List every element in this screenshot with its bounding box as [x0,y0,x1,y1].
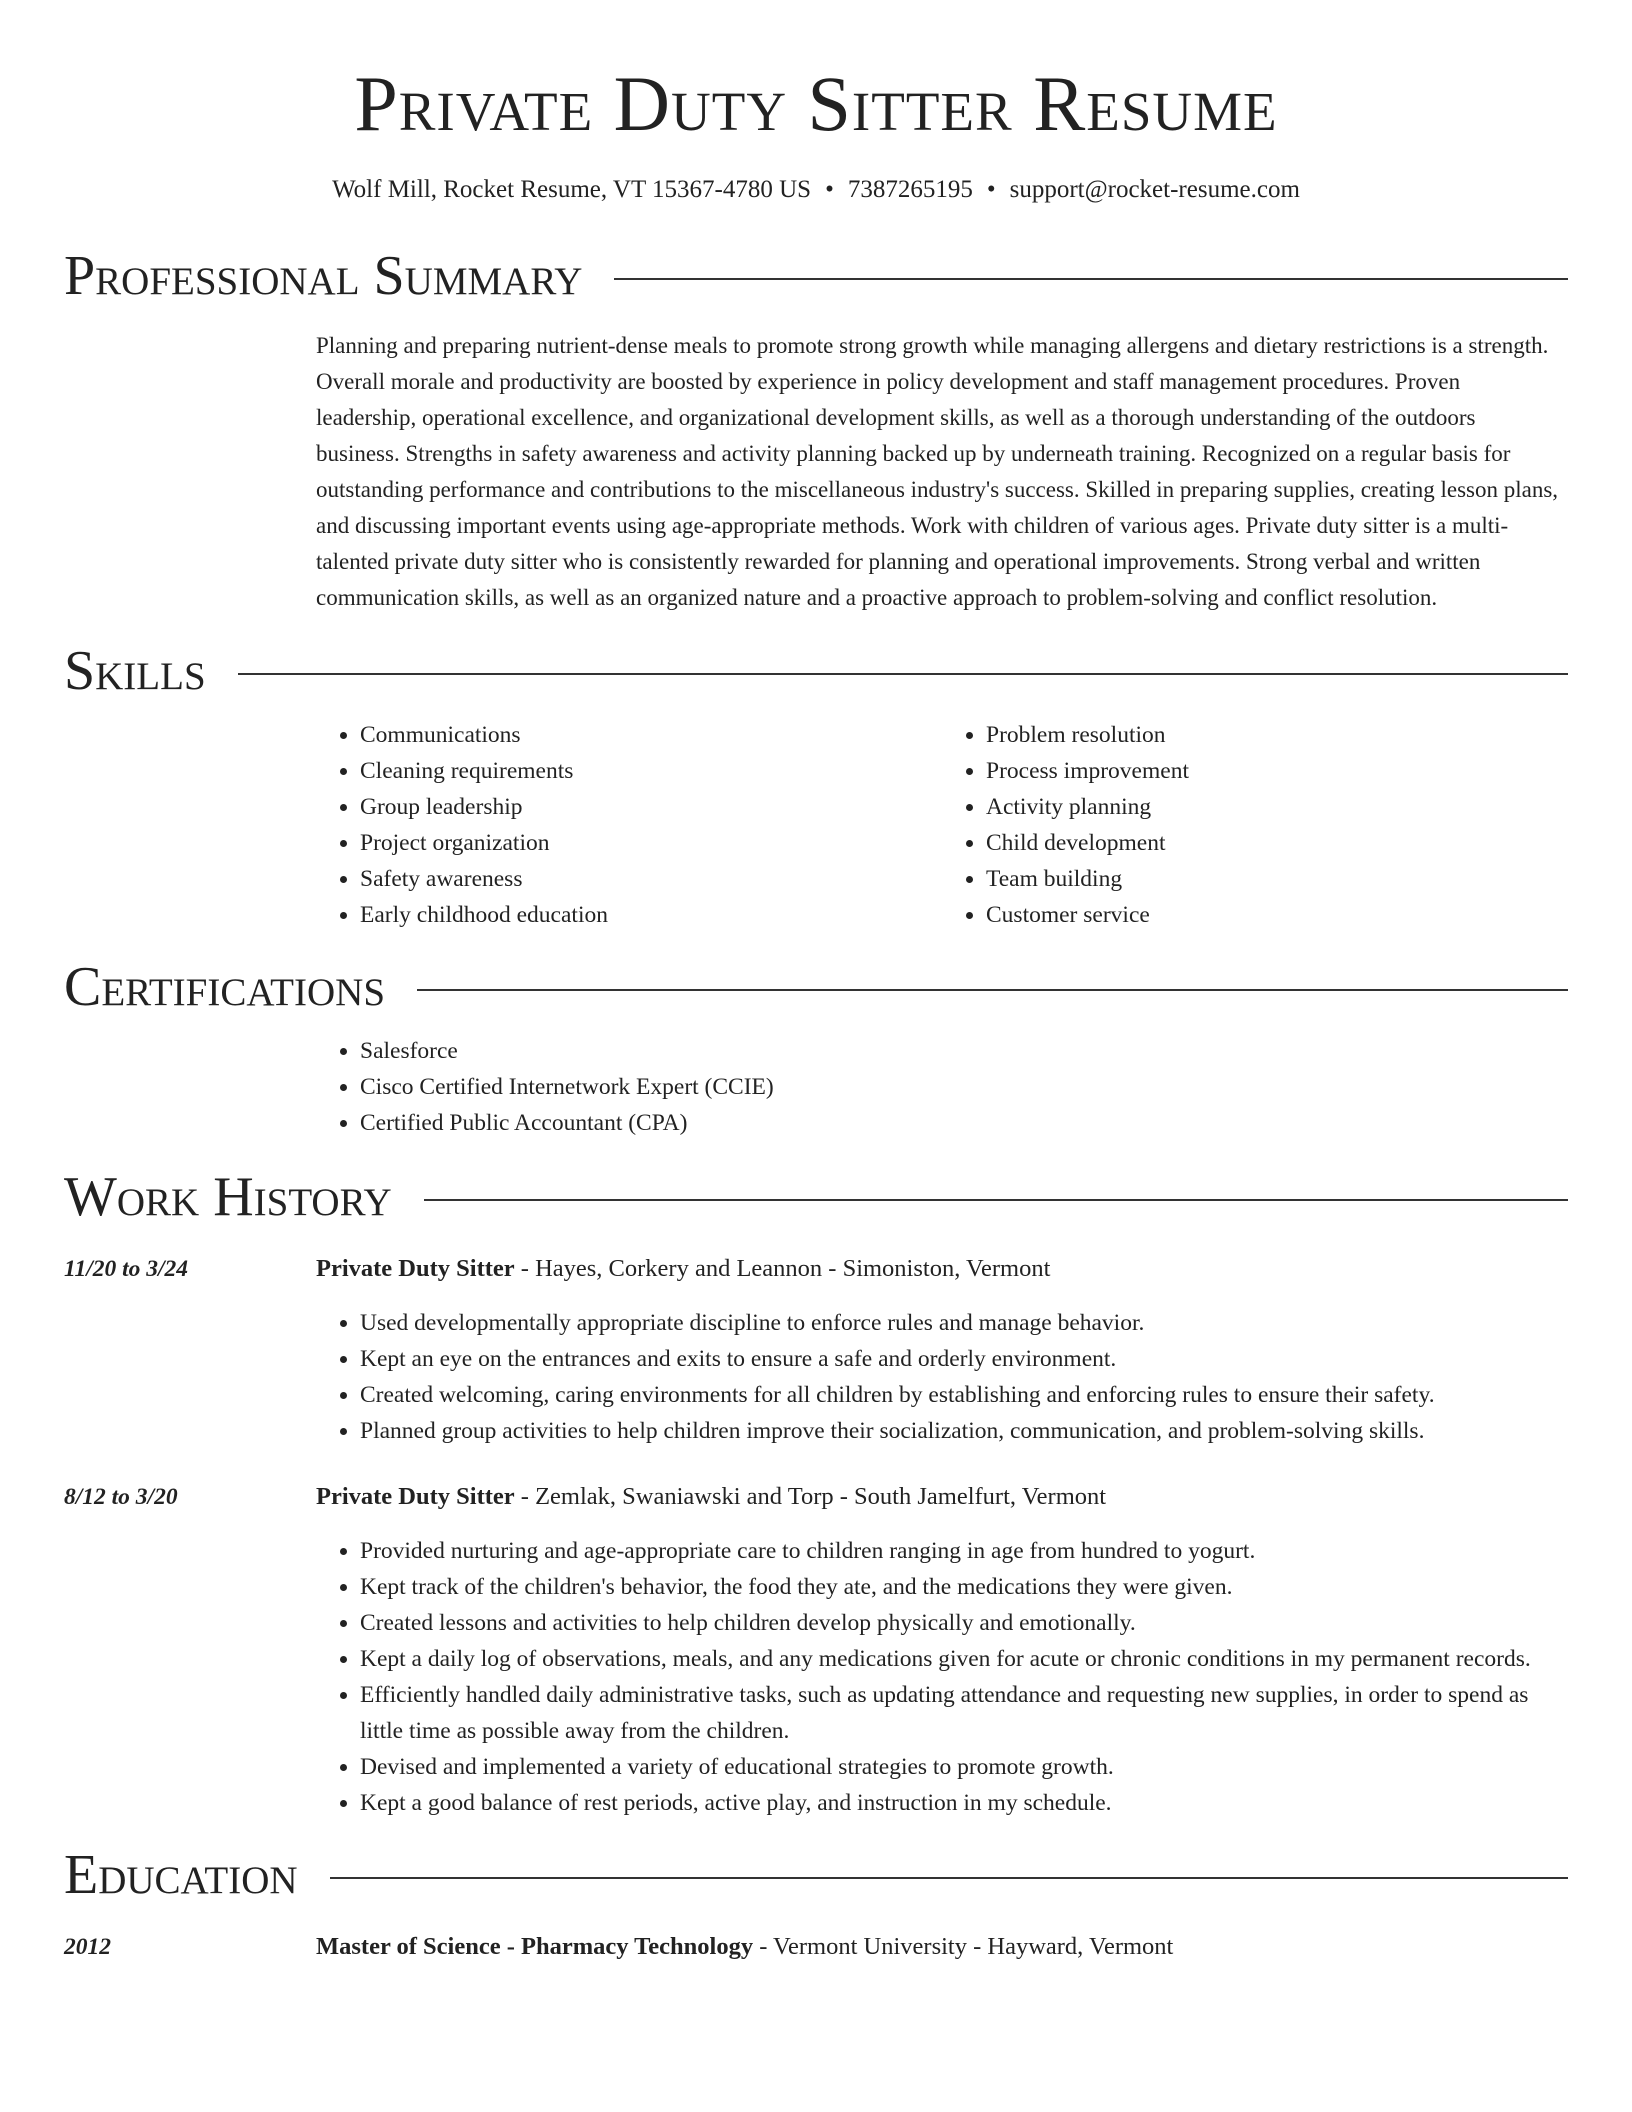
list-item: • Devised and implemented a variety of educational strategies to promote growth. [360,1749,1568,1785]
skills-section-header [64,639,1568,703]
page-title: Private Duty Sitter Resume [354,60,1278,147]
list-item: • Provided nurturing and age-appropriate care to children ranging in age from hundred to yogurt. [360,1533,1568,1569]
list-item: • Communications [360,717,942,753]
list-item: • Certified Public Accountant (CPA) [360,1105,1568,1141]
job-dates: 8/12 to 3/20 [64,1484,178,1510]
certifications-heading: Certifications [64,956,386,1018]
summary-section-header [64,244,1568,308]
list-item: • Cisco Certified Internetwork Expert (CCIE) [360,1069,1568,1105]
list-item: • Early childhood education [360,897,942,933]
job-entry [64,1251,1568,1449]
list-item: • Team building [986,861,1568,897]
list-item: • Efficiently handled daily administrative tasks, such as updating attendance and requesting new supplies, in order to spend as little time as possible away from the children. [360,1677,1568,1749]
list-item: • Created welcoming, caring environments for all children by establishing and enforcing rules to ensure their safety. [360,1377,1568,1413]
contact-separator: • [986,176,996,203]
contact-separator: • [825,176,834,203]
list-item: • Planned group activities to help children improve their socialization, communication, and problem-solving skills. [360,1413,1568,1449]
job-header [316,1251,1568,1287]
contact-address: Wolf Mill, Rocket Resume, VT 15367-4780 US [332,176,812,203]
certifications-list [316,1033,1568,1141]
summary-text: Planning and preparing nutrient-dense meals to promote strong growth while managing allergens and dietary restrictions is a strength. Overall morale and productivity are boosted by experience in policy development and staff management procedures. Proven leadership, operational excellence, and organizational development skills, as well as a thorough understanding of the outdoors business. Strengths in safety awareness and activity planning backed up by underneath training. Recognized on a regular basis for outstanding performance and contributions to the miscellaneous industry's success. Skilled in preparing supplies, creating lesson plans, and discussing important events using age-appropriate methods. Work with children of various ages. Private duty sitter is a multi-talented private duty sitter who is consistently rewarded for planning and operational improvements. Strong verbal and written communication skills, as well as an organized nature and a proactive approach to problem-solving and conflict resolution. [316,333,1559,610]
list-item: • Used developmentally appropriate discipline to enforce rules and manage behavior. [360,1305,1568,1341]
list-item: • Kept a good balance of rest periods, active play, and instruction in my schedule. [360,1785,1568,1821]
contact-email: support@rocket-resume.com [1009,176,1300,203]
education-entry [64,1929,1568,1965]
education-header [316,1929,1568,1965]
education-details: - Vermont University - Hayward, Vermont [753,1933,1174,1960]
skills-right-column [942,717,1568,933]
certifications-section-header [64,955,1568,1019]
certifications-section [316,1033,1568,1141]
list-item: • Salesforce [360,1033,1568,1069]
section-divider [330,1877,1568,1879]
skills-list [316,717,1568,933]
education-section-header [64,1843,1568,1907]
education-content [316,1929,1568,1965]
job-dates: 11/20 to 3/24 [64,1256,189,1282]
work-history-section-header [64,1165,1568,1229]
education-year: 2012 [64,1934,111,1960]
summary-heading: Professional Summary [64,245,583,307]
skills-left-column [316,717,942,933]
job-content [316,1479,1568,1821]
section-divider [238,673,1568,675]
list-item: • Kept an eye on the entrances and exits to ensure a safe and orderly environment. [360,1341,1568,1377]
skills-section [316,717,1568,933]
section-divider [424,1199,1568,1201]
job-content [316,1251,1568,1449]
education-degree: Master of Science - Pharmacy Technology [316,1933,754,1960]
contact-line [64,174,1568,206]
list-item: • Problem resolution [986,717,1568,753]
work-history-heading: Work History [64,1166,392,1228]
job-bullets [316,1533,1568,1821]
job-title: Private Duty Sitter [316,1483,515,1510]
section-divider [417,989,1568,991]
list-item: • Project organization [360,825,942,861]
list-item: • Group leadership [360,789,942,825]
job-bullets [316,1305,1568,1449]
job-entry [64,1479,1568,1821]
list-item: • Activity planning [986,789,1568,825]
list-item: • Kept track of the children's behavior, the food they ate, and the medications they were given. [360,1569,1568,1605]
job-header [316,1479,1568,1515]
section-divider [614,278,1568,280]
job-title: Private Duty Sitter [316,1255,515,1282]
job-details: - Hayes, Corkery and Leannon - Simoniston, Vermont [514,1255,1051,1282]
list-item: • Kept a daily log of observations, meals, and any medications given for acute or chronic conditions in my permanent records. [360,1641,1568,1677]
list-item: • Safety awareness [360,861,942,897]
summary-section [316,328,1568,616]
job-details: - Zemlak, Swaniawski and Torp - South Jamelfurt, Vermont [514,1483,1107,1510]
education-heading: Education [64,1844,298,1906]
list-item: • Customer service [986,897,1568,933]
list-item: • Child development [986,825,1568,861]
skills-heading: Skills [64,640,206,702]
list-item: • Created lessons and activities to help children develop physically and emotionally. [360,1605,1568,1641]
list-item: • Process improvement [986,753,1568,789]
list-item: • Cleaning requirements [360,753,942,789]
contact-phone: 7387265195 [847,176,973,203]
